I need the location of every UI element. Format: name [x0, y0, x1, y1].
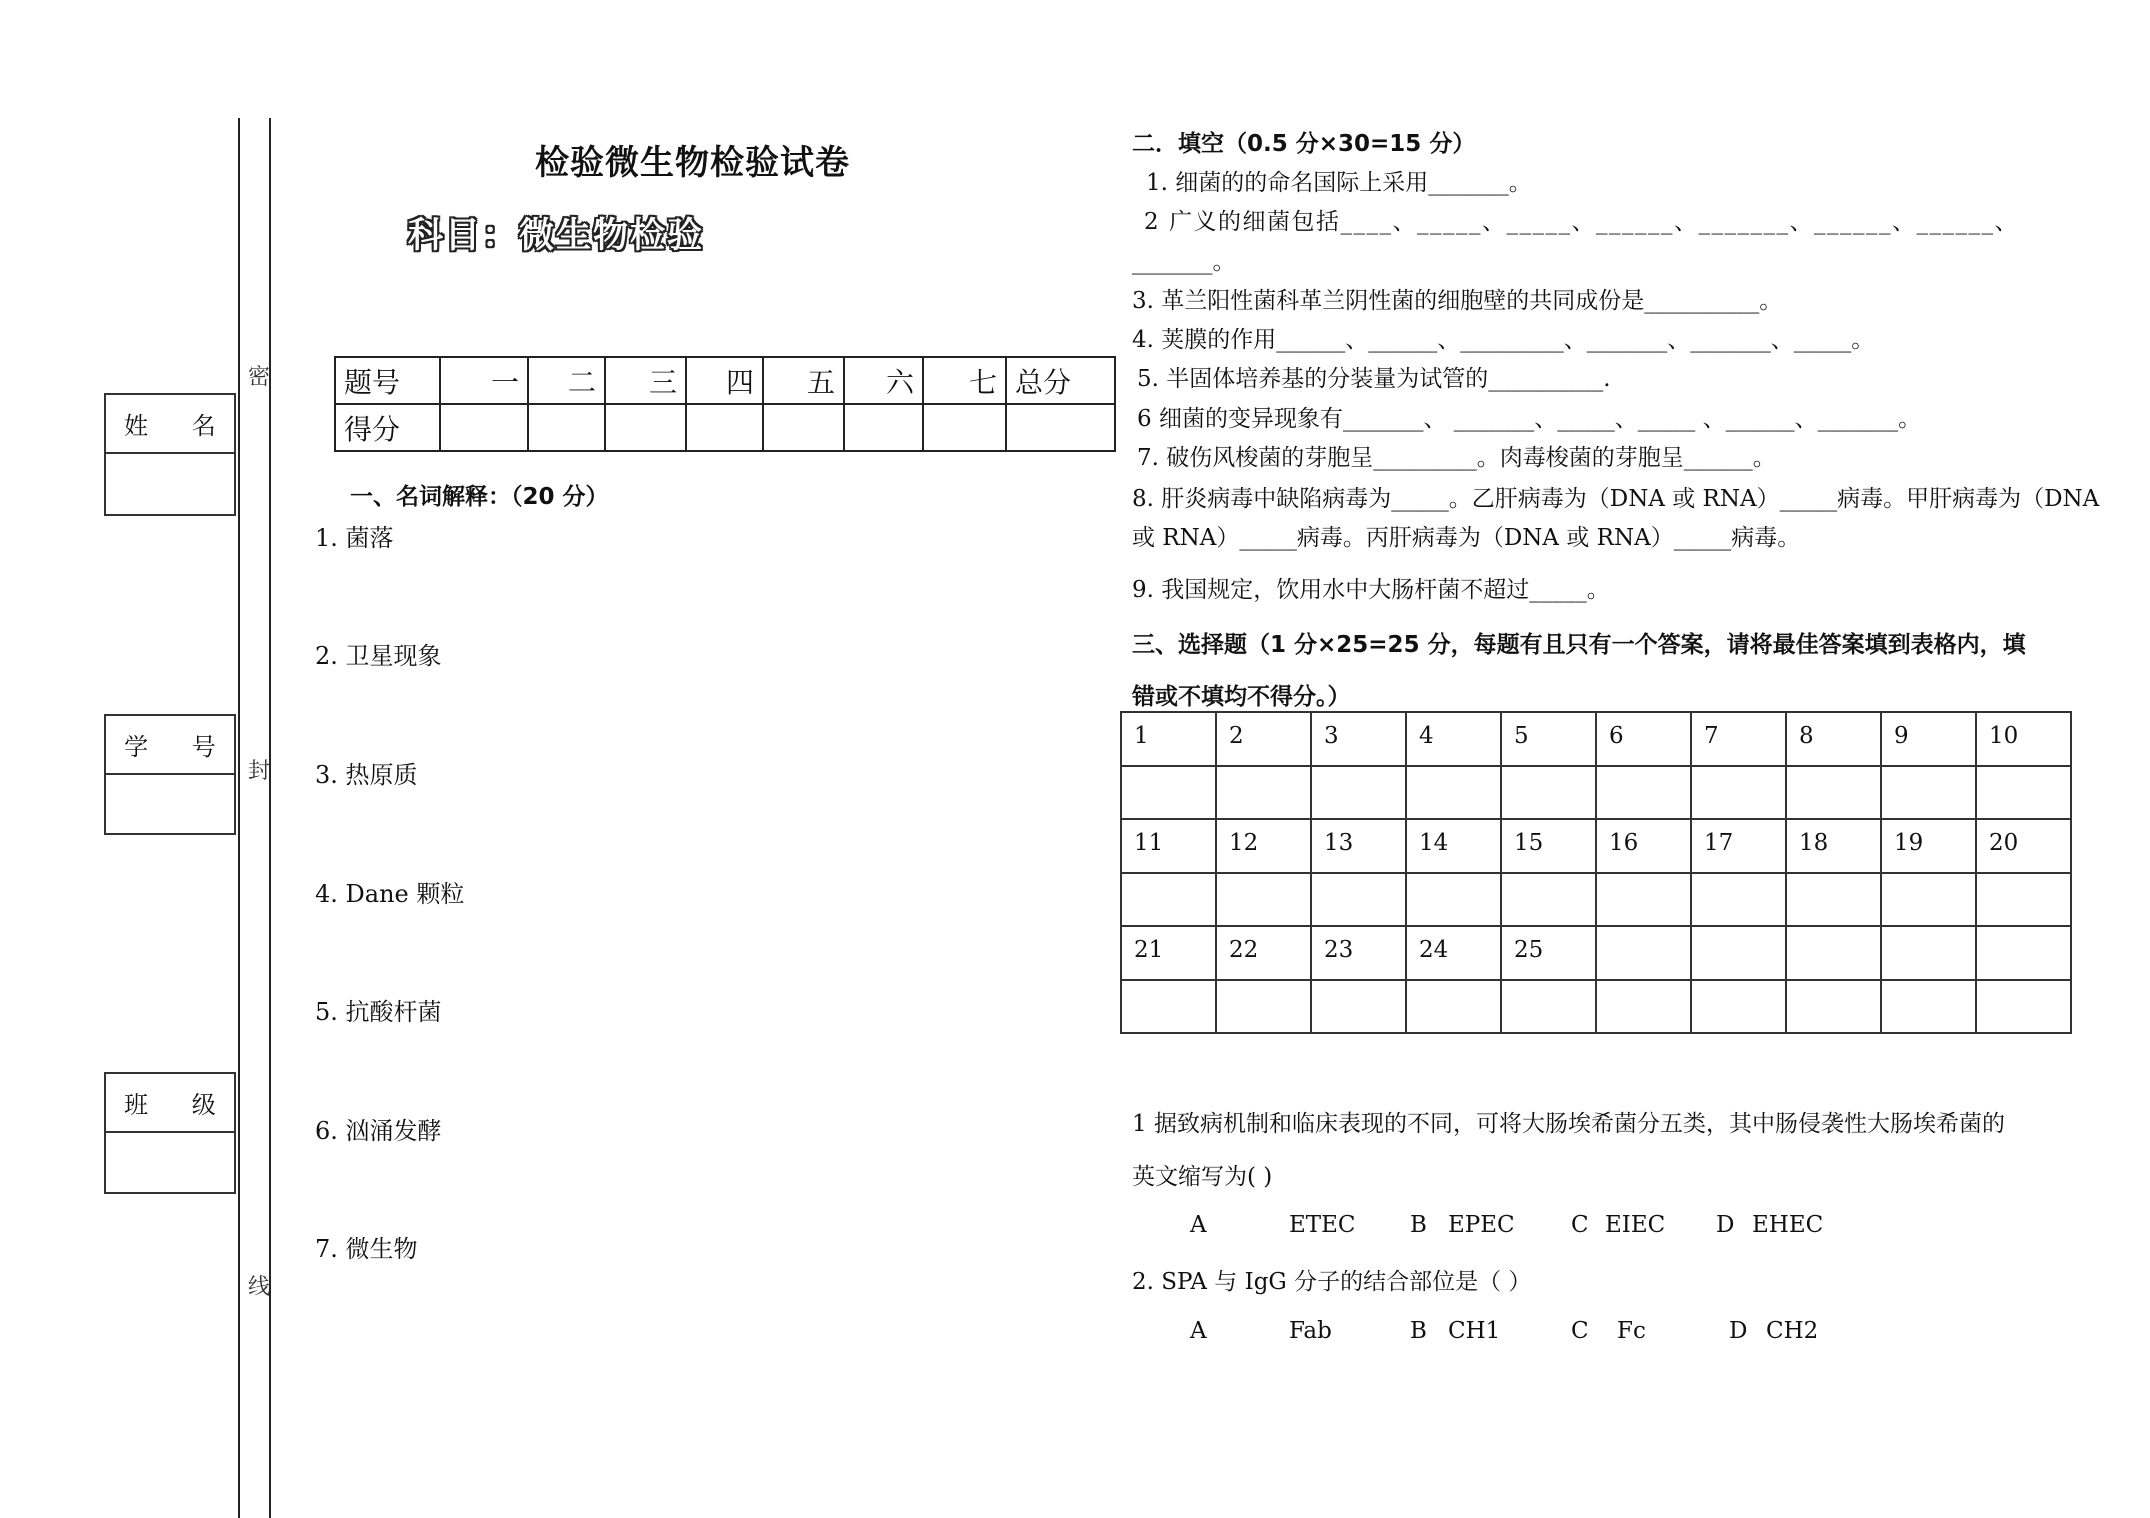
- q1-option-c-letter: C: [1571, 1212, 1589, 1238]
- answer-cell[interactable]: [1406, 980, 1501, 1034]
- fill-line-5: 5. 半固体培养基的分装量为试管的__________.: [1137, 366, 1611, 392]
- score-col-6: 六: [844, 357, 923, 404]
- fill-line-2b: _______。: [1132, 249, 1236, 275]
- answer-cell[interactable]: [1216, 980, 1311, 1034]
- answer-number: 3: [1311, 712, 1406, 766]
- answer-number: 11: [1121, 819, 1216, 873]
- term-item-7: 7. 微生物: [315, 1235, 418, 1263]
- q1-option-a-letter: A: [1190, 1212, 1207, 1238]
- answer-cell[interactable]: [1976, 766, 2071, 820]
- answer-number: 17: [1691, 819, 1786, 873]
- q2-option-a-letter: A: [1190, 1318, 1207, 1344]
- answer-number: 13: [1311, 819, 1406, 873]
- term-item-2: 2. 卫星现象: [315, 642, 442, 670]
- term-item-3: 3. 热原质: [315, 761, 418, 789]
- score-col-4: 四: [686, 357, 763, 404]
- score-col-1: 一: [440, 357, 528, 404]
- answer-cell[interactable]: [1121, 873, 1216, 927]
- answer-number: 8: [1786, 712, 1881, 766]
- seal-char-feng: 封: [248, 759, 271, 784]
- q1-option-d-letter: D: [1716, 1212, 1735, 1238]
- answer-number: [1976, 926, 2071, 980]
- answer-cell[interactable]: [1881, 980, 1976, 1034]
- term-item-5: 5. 抗酸杆菌: [315, 998, 442, 1026]
- score-table-score-row: [335, 404, 1115, 451]
- answer-number: 14: [1406, 819, 1501, 873]
- answer-input-row-1: [1121, 766, 2071, 820]
- section3-heading: 三、选择题（1 分×25=25 分，每题有且只有一个答案，请将最佳答案填到表格内，填: [1132, 632, 2026, 658]
- answer-cell[interactable]: [1121, 980, 1216, 1034]
- answer-cell[interactable]: [1786, 873, 1881, 927]
- answer-cell[interactable]: [1691, 873, 1786, 927]
- answer-cell[interactable]: [1406, 766, 1501, 820]
- score-col-5: 五: [763, 357, 844, 404]
- answer-cell[interactable]: [1501, 766, 1596, 820]
- answer-number: 6: [1596, 712, 1691, 766]
- answer-cell[interactable]: [1501, 980, 1596, 1034]
- name-field-label: 姓 名: [106, 395, 234, 454]
- answer-number: [1596, 926, 1691, 980]
- class-field-label: 班 级: [106, 1074, 234, 1133]
- name-field-box[interactable]: [104, 393, 236, 516]
- answer-number: 12: [1216, 819, 1311, 873]
- answer-number-row-2: [1121, 819, 2071, 873]
- answer-number: 20: [1976, 819, 2071, 873]
- q1-option-b-text[interactable]: EPEC: [1448, 1212, 1515, 1238]
- answer-cell[interactable]: [1976, 873, 2071, 927]
- fill-line-6: 6 细菌的变异现象有_______、 _______、_____、_____ 、______、_______。: [1137, 406, 1922, 432]
- answer-number-row-1: [1121, 712, 2071, 766]
- score-col-7: 七: [923, 357, 1006, 404]
- answer-number: 7: [1691, 712, 1786, 766]
- answer-number: 4: [1406, 712, 1501, 766]
- answer-number: [1786, 926, 1881, 980]
- question-1-text: 1 据致病机制和临床表现的不同，可将大肠埃希菌分五类，其中肠侵袭性大肠埃希菌的: [1132, 1111, 2005, 1137]
- score-col-3: 三: [605, 357, 686, 404]
- answer-cell[interactable]: [1976, 980, 2071, 1034]
- answer-cell[interactable]: [1406, 873, 1501, 927]
- section1-heading: 一、名词解释：（20 分）: [350, 484, 609, 510]
- score-input-total[interactable]: [1006, 404, 1115, 451]
- score-table: [334, 356, 1116, 452]
- seal-char-xian: 线: [248, 1275, 271, 1300]
- answer-cell[interactable]: [1691, 980, 1786, 1034]
- q2-option-a-text[interactable]: Fab: [1289, 1318, 1332, 1344]
- answer-cell[interactable]: [1691, 766, 1786, 820]
- answer-cell[interactable]: [1881, 873, 1976, 927]
- fill-line-8: 8. 肝炎病毒中缺陷病毒为_____。乙肝病毒为（DNA 或 RNA）_____病毒。甲肝病毒为（DNA: [1132, 486, 2100, 512]
- answer-table: [1120, 711, 2072, 1034]
- fill-line-1: 1. 细菌的的命名国际上采用_______。: [1146, 170, 1532, 196]
- fill-line-7: 7. 破伤风梭菌的芽胞呈_________。肉毒梭菌的芽胞呈______。: [1137, 445, 1776, 471]
- q2-option-c-text[interactable]: Fc: [1617, 1318, 1646, 1344]
- score-input-4[interactable]: [686, 404, 763, 451]
- q1-option-c-text[interactable]: EIEC: [1605, 1212, 1666, 1238]
- question-2-text: 2. SPA 与 IgG 分子的结合部位是（ ）: [1132, 1269, 1532, 1295]
- section2-heading: 二．填空（0.5 分×30=15 分）: [1132, 131, 1476, 157]
- answer-cell[interactable]: [1596, 873, 1691, 927]
- q1-option-a-text[interactable]: ETEC: [1289, 1212, 1356, 1238]
- answer-number: 22: [1216, 926, 1311, 980]
- answer-number: 23: [1311, 926, 1406, 980]
- score-input-2[interactable]: [528, 404, 605, 451]
- answer-number: 24: [1406, 926, 1501, 980]
- q1-option-b-letter: B: [1410, 1212, 1427, 1238]
- answer-input-row-2: [1121, 873, 2071, 927]
- answer-cell[interactable]: [1786, 766, 1881, 820]
- q2-option-d-letter: D: [1729, 1318, 1748, 1344]
- answer-number: 2: [1216, 712, 1311, 766]
- answer-cell[interactable]: [1121, 766, 1216, 820]
- score-table-header-row: [335, 357, 1115, 404]
- answer-number: 5: [1501, 712, 1596, 766]
- student-id-field-label: 学 号: [106, 716, 234, 775]
- answer-cell[interactable]: [1596, 766, 1691, 820]
- answer-number-row-3: [1121, 926, 2071, 980]
- class-field-box[interactable]: [104, 1072, 236, 1194]
- q2-option-b-text[interactable]: CH1: [1448, 1318, 1501, 1344]
- score-input-1[interactable]: [440, 404, 528, 451]
- answer-input-row-3: [1121, 980, 2071, 1034]
- seal-char-mi: 密: [248, 365, 271, 390]
- q1-option-d-text[interactable]: EHEC: [1752, 1212, 1824, 1238]
- q2-option-d-text[interactable]: CH2: [1766, 1318, 1819, 1344]
- answer-number: 21: [1121, 926, 1216, 980]
- fill-line-3: 3. 革兰阳性菌科革兰阴性菌的细胞壁的共同成份是__________。: [1132, 288, 1783, 314]
- binding-line-inner: [269, 118, 271, 1518]
- answer-cell[interactable]: [1311, 766, 1406, 820]
- answer-number: 10: [1976, 712, 2071, 766]
- answer-number: 9: [1881, 712, 1976, 766]
- answer-cell[interactable]: [1501, 873, 1596, 927]
- term-item-1: 1. 菌落: [315, 524, 394, 552]
- answer-cell[interactable]: [1216, 873, 1311, 927]
- score-row-label: 得分: [335, 404, 440, 451]
- score-input-7[interactable]: [923, 404, 1006, 451]
- exam-title: 检验微生物检验试卷: [535, 143, 850, 183]
- fill-line-2: 2 广义的细菌包括____、_____、_____、______、_______、______、______、: [1144, 209, 2019, 235]
- exam-subject: 科目：微生物检验: [408, 216, 705, 256]
- fill-line-9: 9. 我国规定，饮用水中大肠杆菌不超过_____。: [1132, 577, 1610, 603]
- fill-line-4: 4. 荚膜的作用______、______、_________、_______、_______、_____。: [1132, 327, 1875, 353]
- binding-line-outer: [238, 118, 240, 1518]
- answer-number: 18: [1786, 819, 1881, 873]
- score-cell-label: 题号: [335, 357, 440, 404]
- fill-line-8b: 或 RNA）_____病毒。丙肝病毒为（DNA 或 RNA）_____病毒。: [1132, 525, 1801, 551]
- answer-cell[interactable]: [1311, 873, 1406, 927]
- q2-option-b-letter: B: [1410, 1318, 1427, 1344]
- q2-option-c-letter: C: [1571, 1318, 1589, 1344]
- answer-number: [1881, 926, 1976, 980]
- score-input-3[interactable]: [605, 404, 686, 451]
- student-id-field-box[interactable]: [104, 714, 236, 835]
- score-col-2: 二: [528, 357, 605, 404]
- score-input-5[interactable]: [763, 404, 844, 451]
- term-item-4: 4. Dane 颗粒: [315, 880, 465, 908]
- answer-cell[interactable]: [1596, 980, 1691, 1034]
- answer-cell[interactable]: [1216, 766, 1311, 820]
- term-item-6: 6. 汹涌发酵: [315, 1117, 442, 1145]
- answer-number: 25: [1501, 926, 1596, 980]
- answer-number: 1: [1121, 712, 1216, 766]
- section3-heading-cont: 错或不填均不得分。）: [1132, 684, 1351, 710]
- score-col-total: 总分: [1006, 357, 1115, 404]
- answer-cell[interactable]: [1881, 766, 1976, 820]
- score-input-6[interactable]: [844, 404, 923, 451]
- answer-number: 15: [1501, 819, 1596, 873]
- answer-number: 16: [1596, 819, 1691, 873]
- answer-number: [1691, 926, 1786, 980]
- answer-cell[interactable]: [1786, 980, 1881, 1034]
- answer-number: 19: [1881, 819, 1976, 873]
- question-1-text-cont: 英文缩写为( ): [1132, 1164, 1273, 1190]
- answer-cell[interactable]: [1311, 980, 1406, 1034]
